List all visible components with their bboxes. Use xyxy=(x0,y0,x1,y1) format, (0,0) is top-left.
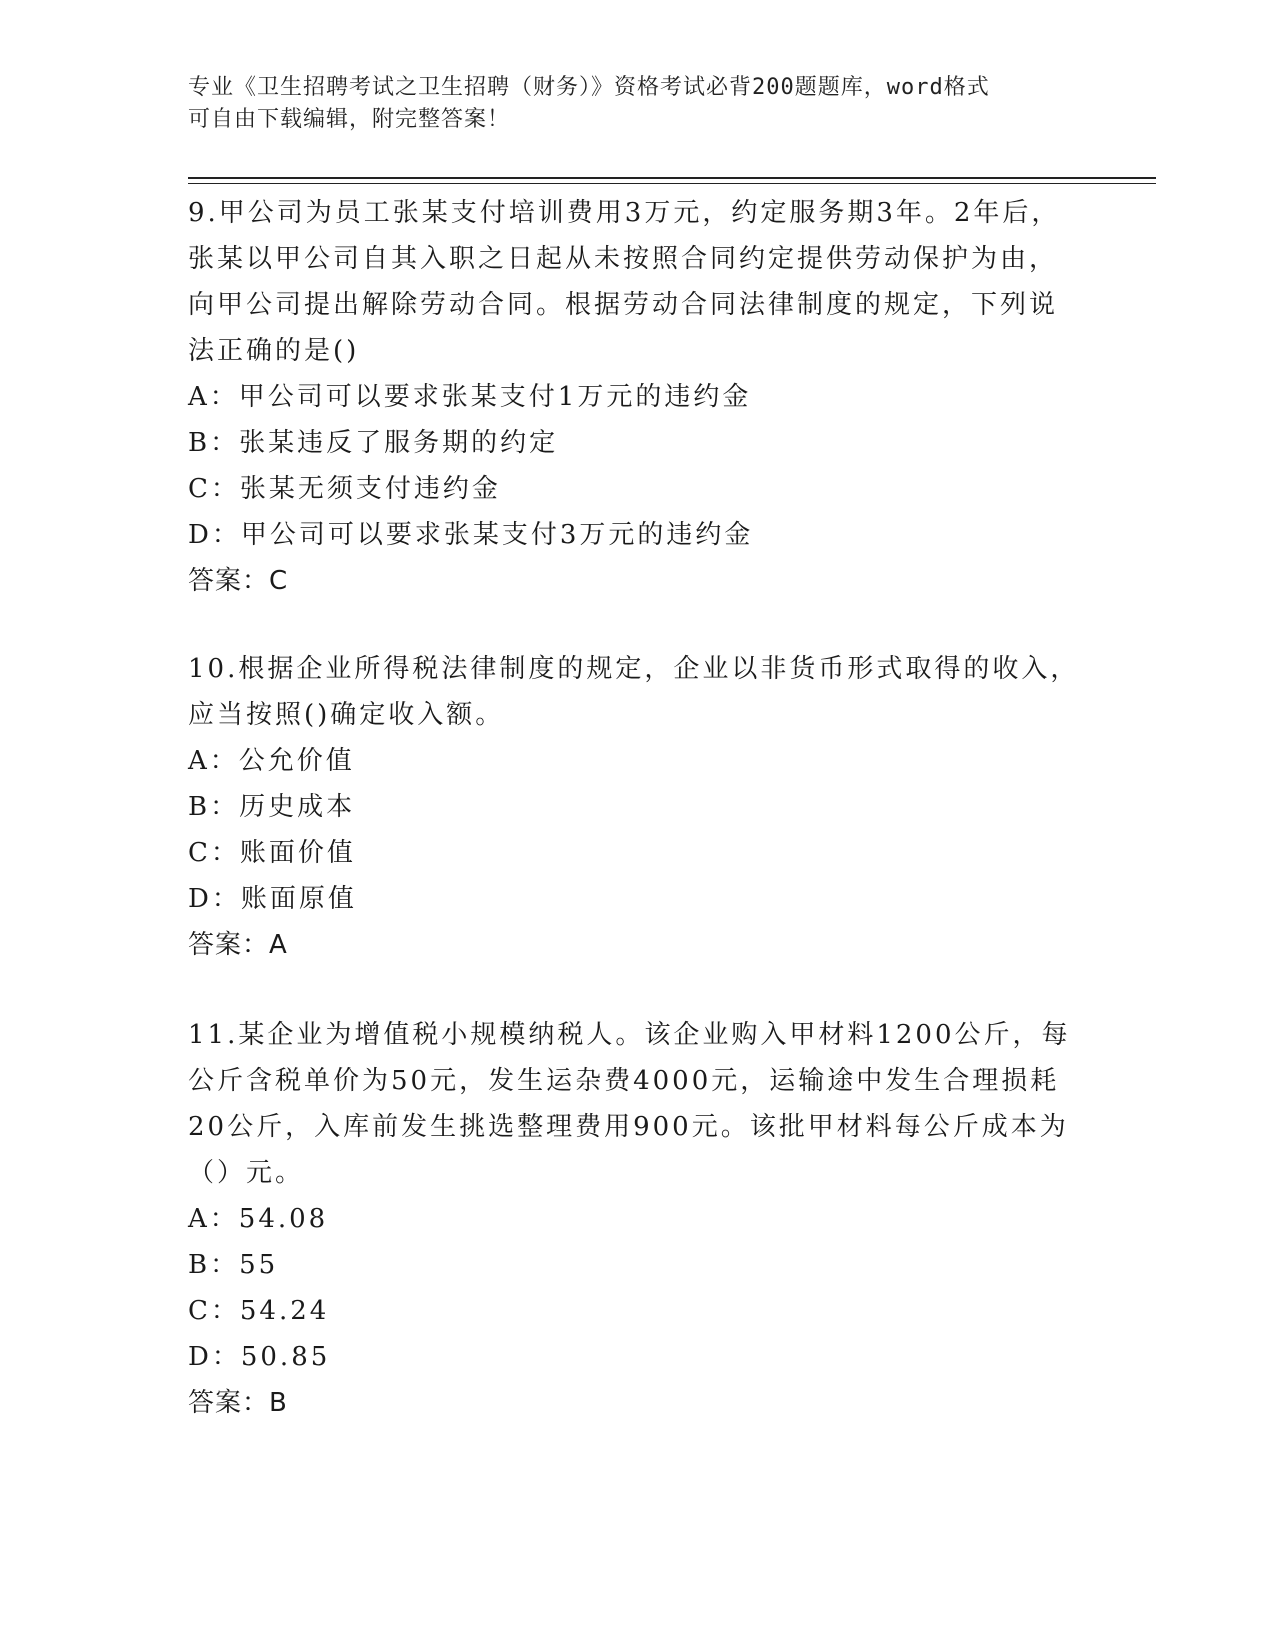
option-a: A：甲公司可以要求张某支付1万元的违约金 xyxy=(188,382,752,412)
option-b: B：55 xyxy=(188,1250,279,1280)
question-10 xyxy=(188,646,1088,968)
question-text-line: 应当按照()确定收入额。 xyxy=(188,700,505,730)
option-d: D：账面原值 xyxy=(188,884,357,914)
question-text-line: 向甲公司提出解除劳动合同。根据劳动合同法律制度的规定，下列说 xyxy=(188,290,1059,320)
question-text-line: 张某以甲公司自其入职之日起从未按照合同约定提供劳动保护为由， xyxy=(188,244,1059,274)
option-d: D：50.85 xyxy=(188,1342,331,1372)
header-title-line-2: 可自由下载编辑，附完整答案！ xyxy=(188,107,511,132)
question-text-line: （）元。 xyxy=(188,1158,305,1188)
question-text-line: 11.某企业为增值税小规模纳税人。该企业购入甲材料1200公斤，每 xyxy=(188,1020,1071,1050)
question-11 xyxy=(188,1012,1088,1426)
question-text-line: 法正确的是() xyxy=(188,336,360,366)
question-text-line: 公斤含税单价为50元，发生运杂费4000元，运输途中发生合理损耗 xyxy=(188,1066,1060,1096)
option-c: C：张某无须支付违约金 xyxy=(188,474,501,504)
option-c: C：54.24 xyxy=(188,1296,330,1326)
option-c: C：账面价值 xyxy=(188,838,356,868)
option-d: D：甲公司可以要求张某支付3万元的违约金 xyxy=(188,520,754,550)
option-b: B：历史成本 xyxy=(188,792,356,822)
option-a: A：54.08 xyxy=(188,1204,329,1234)
option-a: A：公允价值 xyxy=(188,746,355,776)
answer-text: 答案：A xyxy=(188,930,288,960)
option-b: B：张某违反了服务期的约定 xyxy=(188,428,559,458)
question-text-line: 10.根据企业所得税法律制度的规定，企业以非货币形式取得的收入， xyxy=(188,654,1080,684)
document-header xyxy=(188,72,1068,136)
question-9 xyxy=(188,190,1088,604)
header-divider-thin xyxy=(188,183,1156,184)
answer-text: 答案：C xyxy=(188,566,289,596)
header-title-line-1: 专业《卫生招聘考试之卫生招聘（财务）》资格考试必背200题题库，word格式 xyxy=(188,75,990,100)
header-divider-thick xyxy=(188,177,1156,179)
question-text-line: 20公斤，入库前发生挑选整理费用900元。该批甲材料每公斤成本为 xyxy=(188,1112,1069,1142)
answer-text: 答案：B xyxy=(188,1388,288,1418)
question-text-line: 9.甲公司为员工张某支付培训费用3万元，约定服务期3年。2年后， xyxy=(188,198,1061,228)
